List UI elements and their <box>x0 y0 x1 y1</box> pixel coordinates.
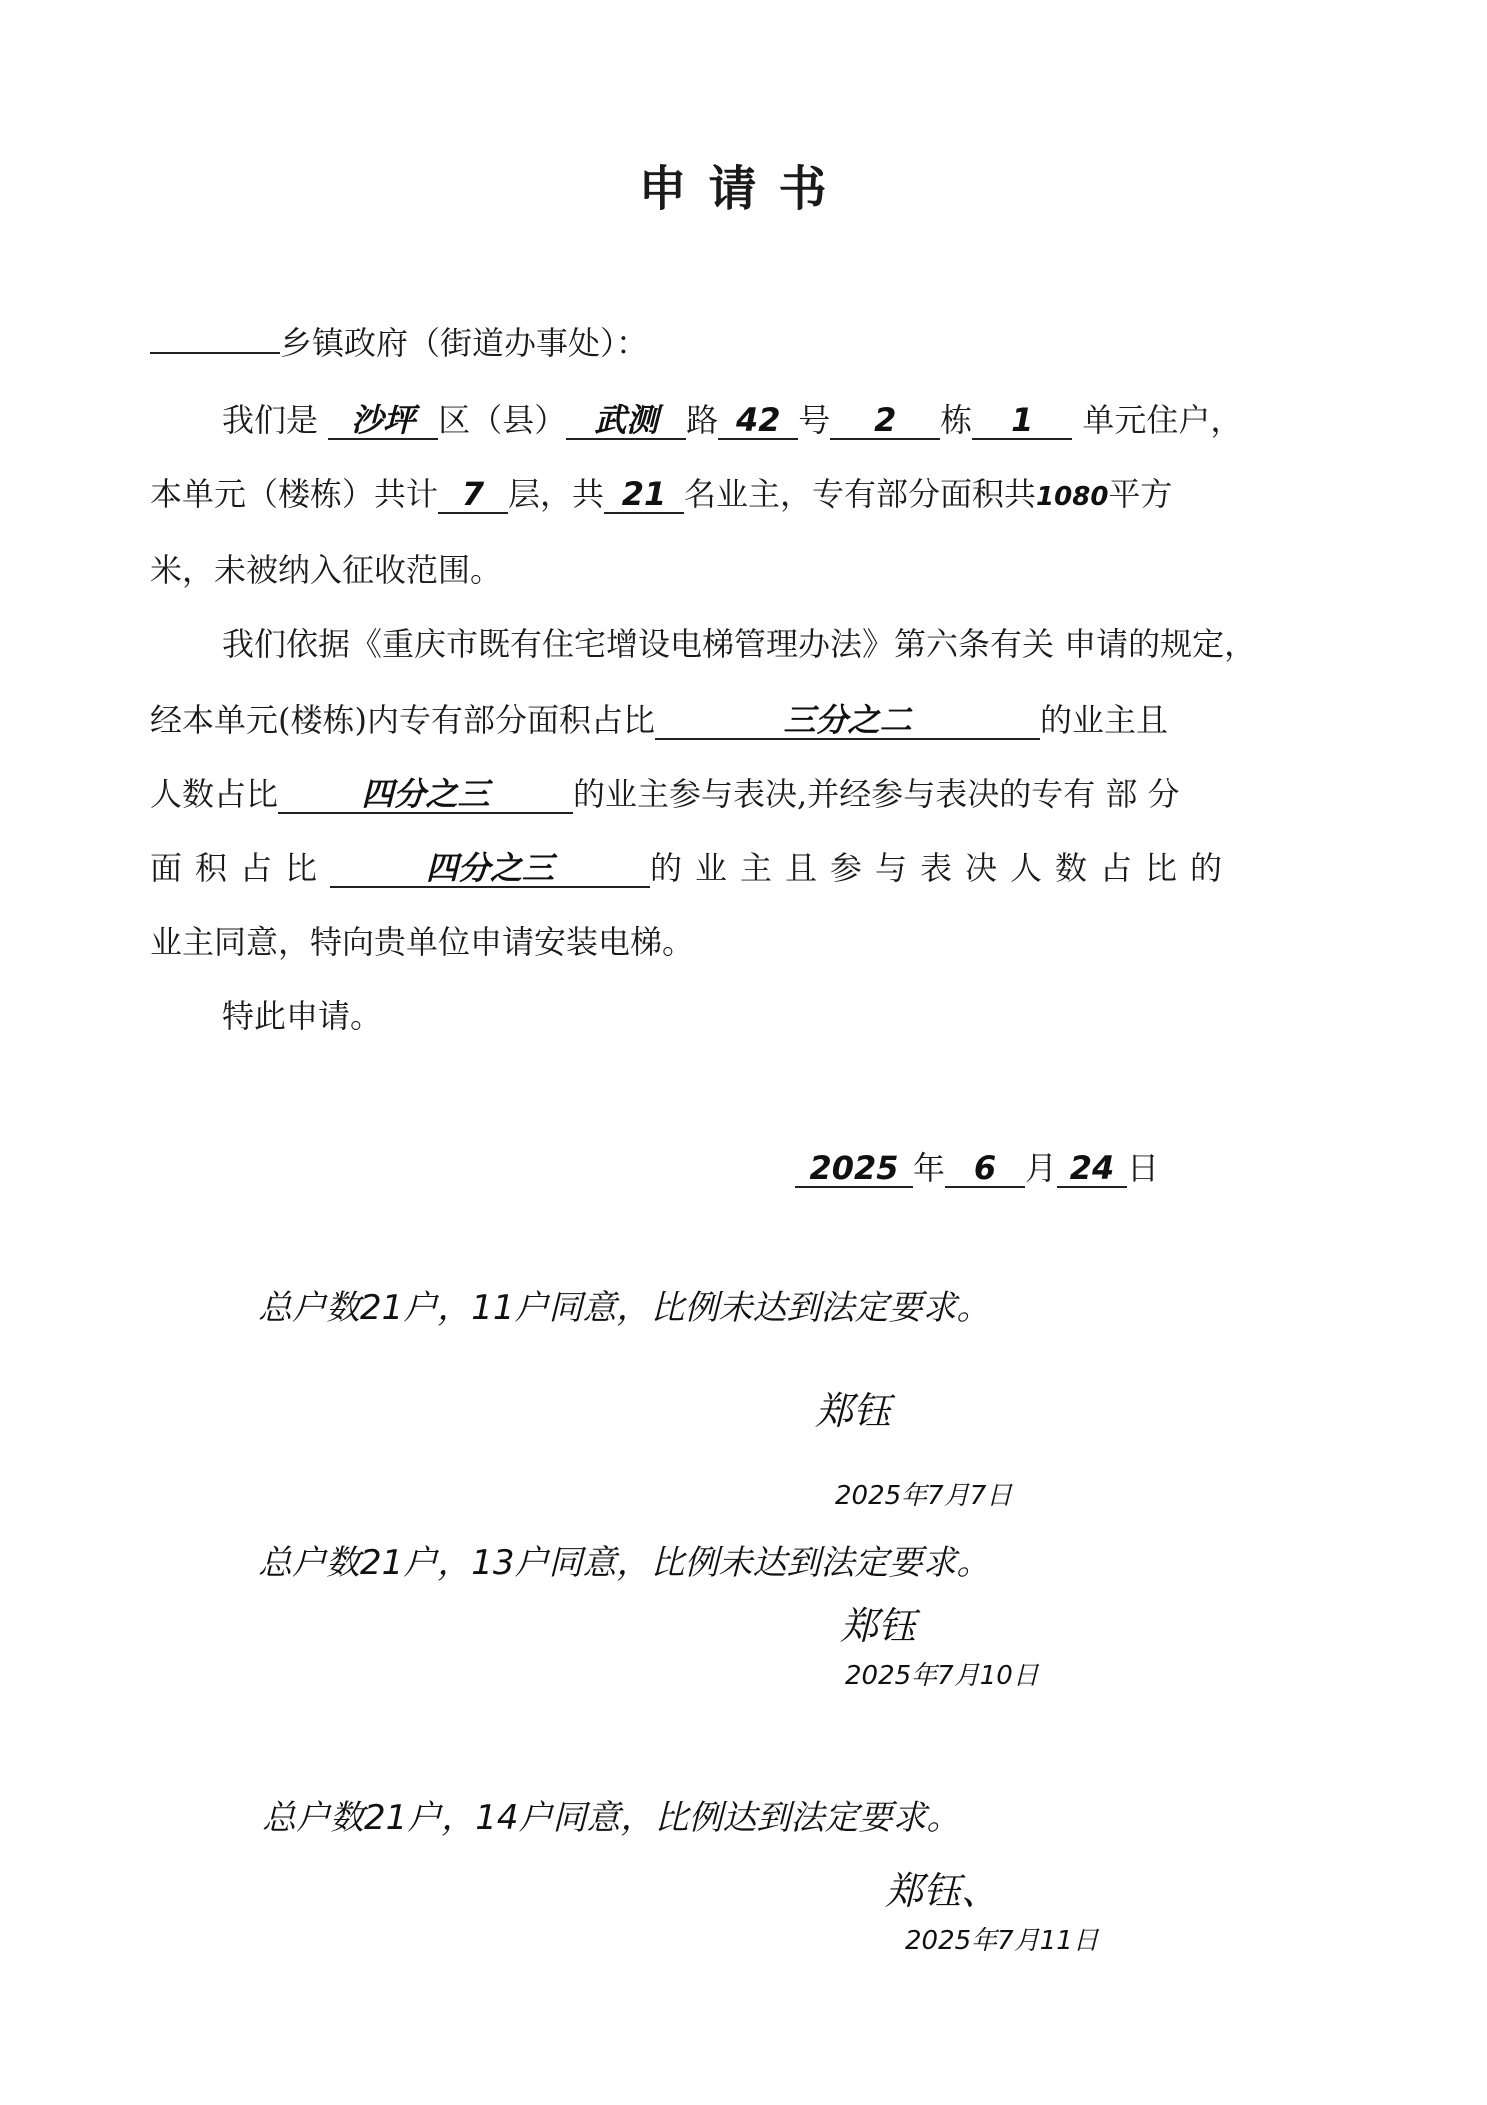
date-text: 月 <box>1025 1149 1058 1187</box>
para1-text: 层，共 <box>508 475 605 513</box>
vote-area-ratio-field: 四分之三 <box>330 846 650 888</box>
para1-line3: 米，未被纳入征收范围。 <box>150 551 503 589</box>
document-title: 申请书 <box>638 161 849 217</box>
district-field: 沙坪 <box>328 398 438 440</box>
para2-line1: 我们依据《重庆市既有住宅增设电梯管理办法》第六条有关 申请的规定， <box>222 625 1257 663</box>
signature-1: 郑钰 <box>815 1389 892 1433</box>
para1-text: 号 <box>798 401 831 439</box>
para1-text: 路 <box>686 401 719 439</box>
para2-line2 <box>150 698 1330 742</box>
para2-line5: 业主同意，特向贵单位申请安装电梯。 <box>150 923 695 961</box>
area-ratio-field: 三分之二 <box>655 698 1040 740</box>
salutation-line <box>150 312 1330 365</box>
para2-text: 的业主且 <box>1039 701 1168 739</box>
para1-line2 <box>150 472 1330 519</box>
day-field: 24 <box>1057 1146 1127 1188</box>
application-date <box>795 1146 1295 1190</box>
para1-text: 平方 <box>1108 475 1173 513</box>
handwritten-note-2: 总户数21户，13户同意，比例未达到法定要求。 <box>258 1543 991 1583</box>
para2-text: 人数占比 <box>150 775 279 813</box>
para1-text: 区（县） <box>438 401 567 439</box>
para1-text: 本单元（楼栋）共计 <box>150 475 439 513</box>
handwritten-note-3: 总户数21户，14户同意，比例达到法定要求。 <box>262 1798 961 1838</box>
para1-line1 <box>222 398 1402 442</box>
para2-line4 <box>150 846 1330 890</box>
note-date-3: 2025年7月11日 <box>905 1926 1099 1956</box>
salutation-suffix: 乡镇政府（街道办事处）： <box>280 324 649 362</box>
area-field: 1080 <box>1036 482 1109 512</box>
road-field: 武测 <box>566 398 686 440</box>
number-field: 42 <box>718 398 798 440</box>
signature-2: 郑钰 <box>840 1604 917 1648</box>
unit-field: 1 <box>972 398 1072 440</box>
para1-text: 栋 <box>940 401 973 439</box>
month-field: 6 <box>945 1146 1025 1188</box>
year-field: 2025 <box>795 1146 913 1188</box>
note-date-1: 2025年7月7日 <box>835 1481 1013 1511</box>
para2-text: 经本单元(楼栋)内专有部分面积占比 <box>150 701 655 739</box>
para1-text: 单元住户， <box>1082 401 1243 439</box>
note-date-2: 2025年7月10日 <box>845 1661 1039 1691</box>
township-blank <box>150 312 280 354</box>
para2-line3 <box>150 772 1330 816</box>
signature-3: 郑钰、 <box>885 1869 1000 1913</box>
owners-field: 21 <box>604 472 684 514</box>
building-field: 2 <box>830 398 940 440</box>
para1-text: 我们是 <box>222 401 319 439</box>
closing-text: 特此申请。 <box>222 997 383 1035</box>
handwritten-note-1: 总户数21户，11户同意，比例未达到法定要求。 <box>258 1288 991 1328</box>
para1-text: 名业主，专有部分面积共 <box>684 475 1037 513</box>
para2-text: 面积占比 <box>150 849 331 887</box>
para2-text: 的业主且参与表决人数占比的 <box>650 849 1236 887</box>
date-text: 年 <box>913 1149 946 1187</box>
floors-field: 7 <box>438 472 508 514</box>
para2-text: 的业主参与表决,并经参与表决的专有 部 分 <box>573 775 1180 813</box>
people-ratio-field: 四分之三 <box>278 772 573 814</box>
date-text: 日 <box>1127 1149 1160 1187</box>
